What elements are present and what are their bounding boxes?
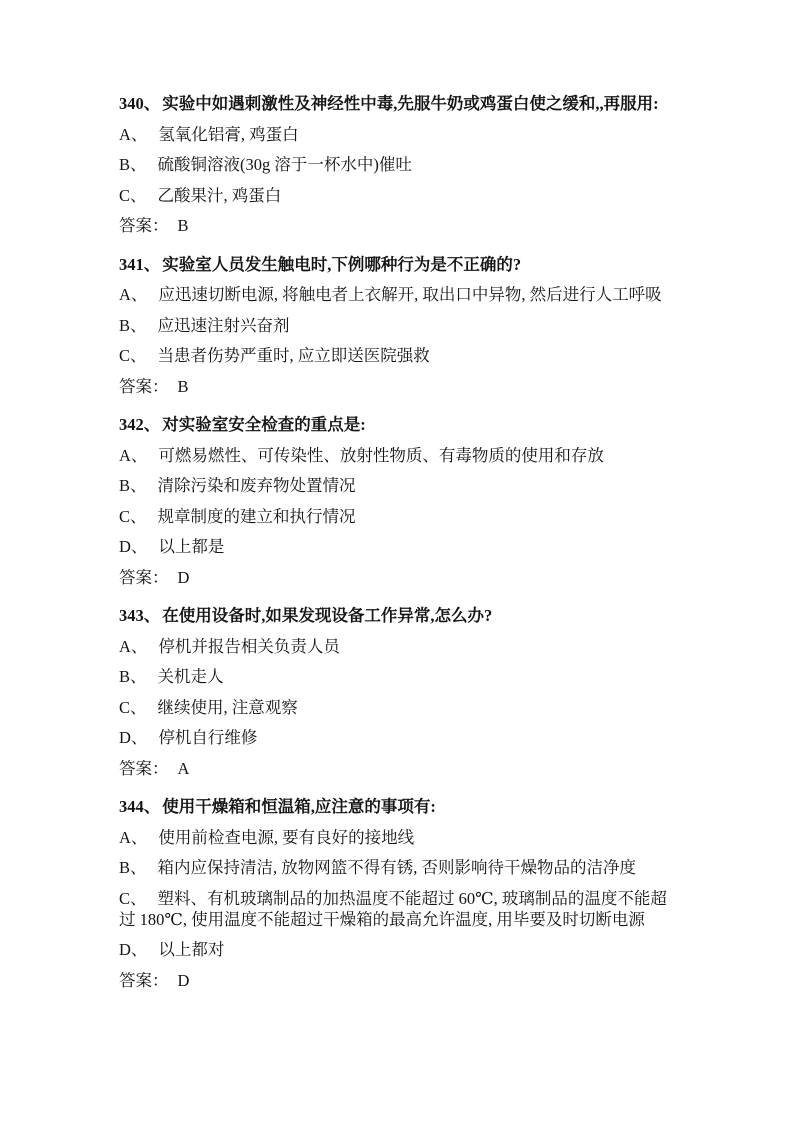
option-row xyxy=(119,857,673,878)
option-label: C、 xyxy=(119,697,147,717)
option-row xyxy=(119,475,673,496)
option-label: A、 xyxy=(119,827,148,847)
option-label: C、 xyxy=(119,888,147,908)
question-block xyxy=(119,406,673,588)
option-text: 可燃易燃性、可传染性、放射性物质、有毒物质的使用和存放 xyxy=(158,445,604,465)
option-label: D、 xyxy=(119,537,148,556)
option-row xyxy=(119,636,673,657)
answer-value: D xyxy=(177,567,190,587)
option-label: B、 xyxy=(119,476,147,495)
option-row xyxy=(119,284,673,305)
question-title xyxy=(119,414,673,435)
option-text: 应迅速切断电源, 将触电者上衣解开, 取出口中异物, 然后进行人工呼吸 xyxy=(158,285,662,304)
option-row xyxy=(119,445,673,466)
option-label: A、 xyxy=(119,445,148,465)
option-row xyxy=(119,827,673,848)
option-list xyxy=(119,636,673,749)
option-label: C、 xyxy=(119,346,147,365)
option-label: B、 xyxy=(119,315,147,335)
option-label: C、 xyxy=(119,506,147,526)
option-row xyxy=(119,666,673,687)
option-row xyxy=(119,536,673,557)
option-list xyxy=(119,445,673,558)
question-list xyxy=(119,85,673,991)
option-label: C、 xyxy=(119,185,147,205)
option-row xyxy=(119,939,673,960)
answer-line xyxy=(119,215,673,236)
option-text: 箱内应保持清洁, 放物网篮不得有锈, 否则影响待干燥物品的洁净度 xyxy=(157,858,637,877)
option-text: 以上都对 xyxy=(158,940,225,959)
question-text: 使用干燥箱和恒温箱,应注意的事项有: xyxy=(162,797,436,816)
answer-label: 答案： xyxy=(119,216,169,235)
option-text: 停机自行维修 xyxy=(158,728,258,747)
question-title xyxy=(119,796,673,817)
answer-value: A xyxy=(177,758,190,778)
question-number: 343、 xyxy=(119,606,161,625)
answer-label: 答案： xyxy=(119,970,169,990)
option-text: 继续使用, 注意观察 xyxy=(157,697,298,717)
question-title xyxy=(119,93,673,114)
question-text: 在使用设备时,如果发现设备工作异常,怎么办? xyxy=(162,606,493,625)
option-row xyxy=(119,124,673,145)
option-label: D、 xyxy=(119,940,148,959)
option-text: 以上都是 xyxy=(158,537,225,556)
option-list xyxy=(119,284,673,366)
option-text: 关机走人 xyxy=(157,667,224,686)
answer-label: 答案： xyxy=(119,567,169,587)
question-text: 实验室人员发生触电时,下例哪种行为是不正确的? xyxy=(162,254,522,274)
option-row xyxy=(119,185,673,206)
question-text: 实验中如遇刺激性及神经性中毒,先服牛奶或鸡蛋白使之缓和,,再服用: xyxy=(162,94,659,113)
answer-line xyxy=(119,567,673,588)
option-text: 当患者伤势严重时, 应立即送医院强救 xyxy=(157,346,430,365)
option-row xyxy=(119,727,673,748)
option-label: B、 xyxy=(119,155,147,174)
option-label: A、 xyxy=(119,124,148,144)
question-number: 341、 xyxy=(119,254,161,274)
question-title xyxy=(119,605,673,626)
question-block xyxy=(119,597,673,779)
answer-value: D xyxy=(177,970,190,990)
option-text: 塑料、有机玻璃制品的加热温度不能超过 60℃, 玻璃制品的温度不能超过 180℃, 使用温度不能超过干燥箱的最高允许温度, 用毕要及时切断电源 xyxy=(119,888,667,929)
option-text: 使用前检查电源, 要有良好的接地线 xyxy=(158,827,415,847)
answer-line xyxy=(119,970,673,991)
option-row xyxy=(119,345,673,366)
question-text: 对实验室安全检查的重点是: xyxy=(162,415,366,434)
answer-value: B xyxy=(177,216,189,235)
question-number: 340、 xyxy=(119,94,161,113)
option-row xyxy=(119,697,673,718)
option-text: 应迅速注射兴奋剂 xyxy=(157,315,290,335)
option-label: B、 xyxy=(119,667,147,686)
option-row xyxy=(119,888,673,930)
answer-label: 答案： xyxy=(119,376,169,396)
option-label: B、 xyxy=(119,858,147,877)
option-text: 乙酸果汁, 鸡蛋白 xyxy=(157,185,282,205)
answer-line xyxy=(119,376,673,397)
answer-value: B xyxy=(177,376,189,396)
option-label: A、 xyxy=(119,285,148,304)
question-block xyxy=(119,246,673,397)
option-text: 清除污染和废弃物处置情况 xyxy=(157,476,356,495)
option-row xyxy=(119,315,673,336)
option-text: 硫酸铜溶液(30g 溶于一杯水中)催吐 xyxy=(157,155,412,174)
option-text: 停机并报告相关负责人员 xyxy=(158,636,340,656)
option-row xyxy=(119,154,673,175)
option-label: D、 xyxy=(119,728,148,747)
option-list xyxy=(119,827,673,961)
option-label: A、 xyxy=(119,636,148,656)
option-row xyxy=(119,506,673,527)
question-block xyxy=(119,788,673,991)
question-number: 342、 xyxy=(119,415,161,434)
answer-label: 答案： xyxy=(119,758,169,778)
option-text: 氢氧化铝膏, 鸡蛋白 xyxy=(158,124,299,144)
question-title xyxy=(119,254,673,275)
answer-line xyxy=(119,758,673,779)
question-number: 344、 xyxy=(119,797,161,816)
question-block xyxy=(119,85,673,236)
option-text: 规章制度的建立和执行情况 xyxy=(157,506,356,526)
option-list xyxy=(119,124,673,206)
